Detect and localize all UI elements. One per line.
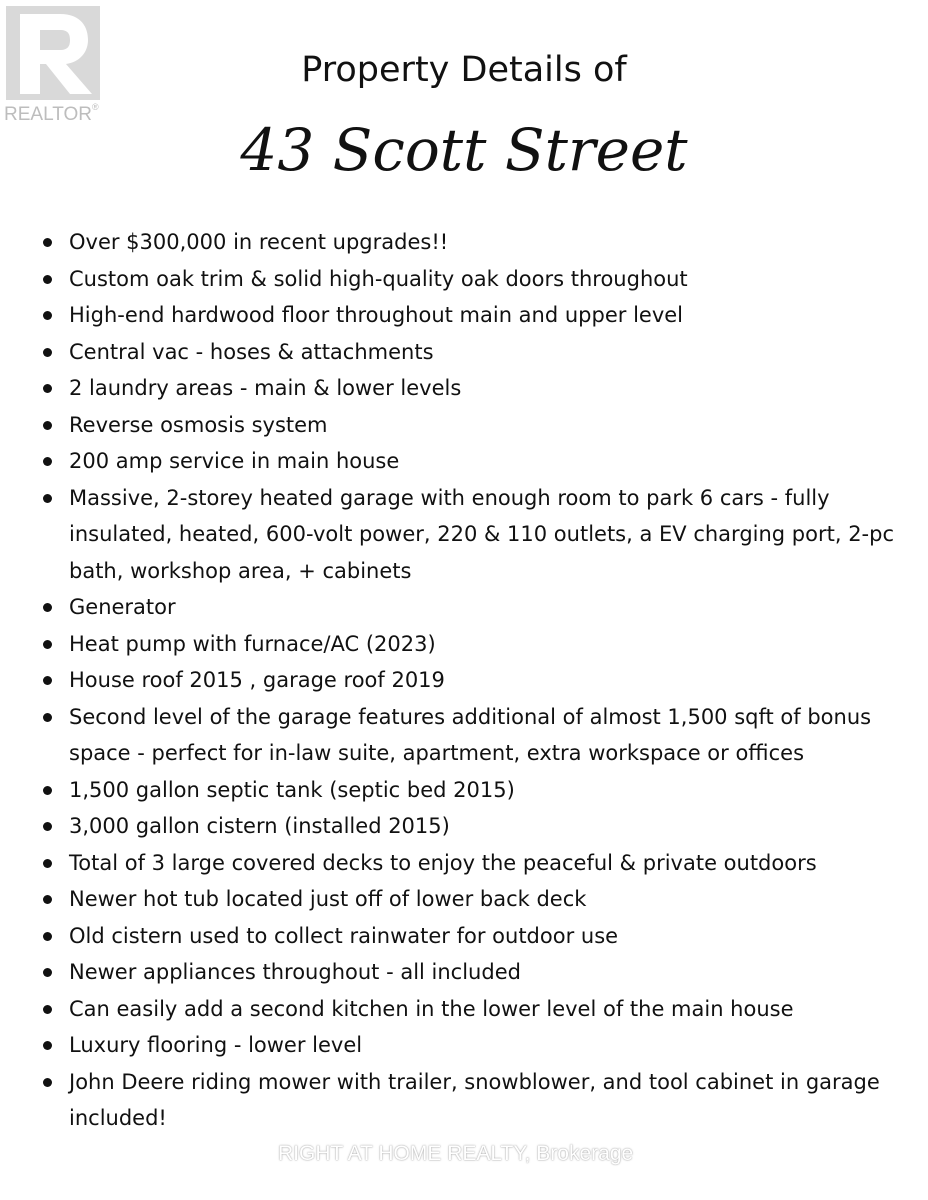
bullet-icon [43,786,52,795]
list-item: Total of 3 large covered decks to enjoy the peaceful & private outdoors [40,845,900,882]
bullet-icon [43,640,52,649]
bullet-icon [43,932,52,941]
list-item: Over $300,000 in recent upgrades!! [40,224,900,261]
list-item: 2 laundry areas - main & lower levels [40,370,900,407]
feature-list [40,224,900,1137]
bullet-icon [43,603,52,612]
bullet-icon [43,384,52,393]
list-item: Central vac - hoses & attachments [40,334,900,371]
brokerage-watermark: RIGHT AT HOME REALTY, Brokerage [278,1142,634,1165]
bullet-icon [43,311,52,320]
bullet-icon [43,275,52,284]
list-item: Luxury flooring - lower level [40,1027,900,1064]
bullet-icon [43,457,52,466]
list-item: Second level of the garage features additional of almost 1,500 sqft of bonus space - perfect for in-law suite, apartment, extra workspace or offices [40,699,900,772]
list-item: 200 amp service in main house [40,443,900,480]
realtor-logo-text: REALTOR® [4,102,99,125]
bullet-icon [43,895,52,904]
bullet-icon [43,1041,52,1050]
list-item: Old cistern used to collect rainwater for outdoor use [40,918,900,955]
list-item: High-end hardwood floor throughout main and upper level [40,297,900,334]
bullet-icon [43,822,52,831]
bullet-icon [43,348,52,357]
list-item: Massive, 2-storey heated garage with enough room to park 6 cars - fully insulated, heated, 600-volt power, 220 & 110 outlets, a EV charging port, 2-pc bath, workshop area, + cabinets [40,480,900,590]
list-item: House roof 2015 , garage roof 2019 [40,662,900,699]
bullet-icon [43,859,52,868]
property-address: 43 Scott Street [240,116,688,184]
list-item: John Deere riding mower with trailer, snowblower, and tool cabinet in garage included! [40,1064,900,1137]
bullet-icon [43,1005,52,1014]
list-item: Heat pump with furnace/AC (2023) [40,626,900,663]
list-item: Reverse osmosis system [40,407,900,444]
list-item: Newer appliances throughout - all included [40,954,900,991]
bullet-icon [43,494,52,503]
list-item: Custom oak trim & solid high-quality oak doors throughout [40,261,900,298]
bullet-icon [43,968,52,977]
bullet-icon [43,676,52,685]
bullet-icon [43,421,52,430]
list-item: 1,500 gallon septic tank (septic bed 2015) [40,772,900,809]
list-item: Can easily add a second kitchen in the lower level of the main house [40,991,900,1028]
list-item: 3,000 gallon cistern (installed 2015) [40,808,900,845]
list-item: Newer hot tub located just off of lower back deck [40,881,900,918]
page-title: Property Details of [301,50,627,90]
bullet-icon [43,713,52,722]
bullet-icon [43,1078,52,1087]
bullet-icon [43,238,52,247]
list-item: Generator [40,589,900,626]
